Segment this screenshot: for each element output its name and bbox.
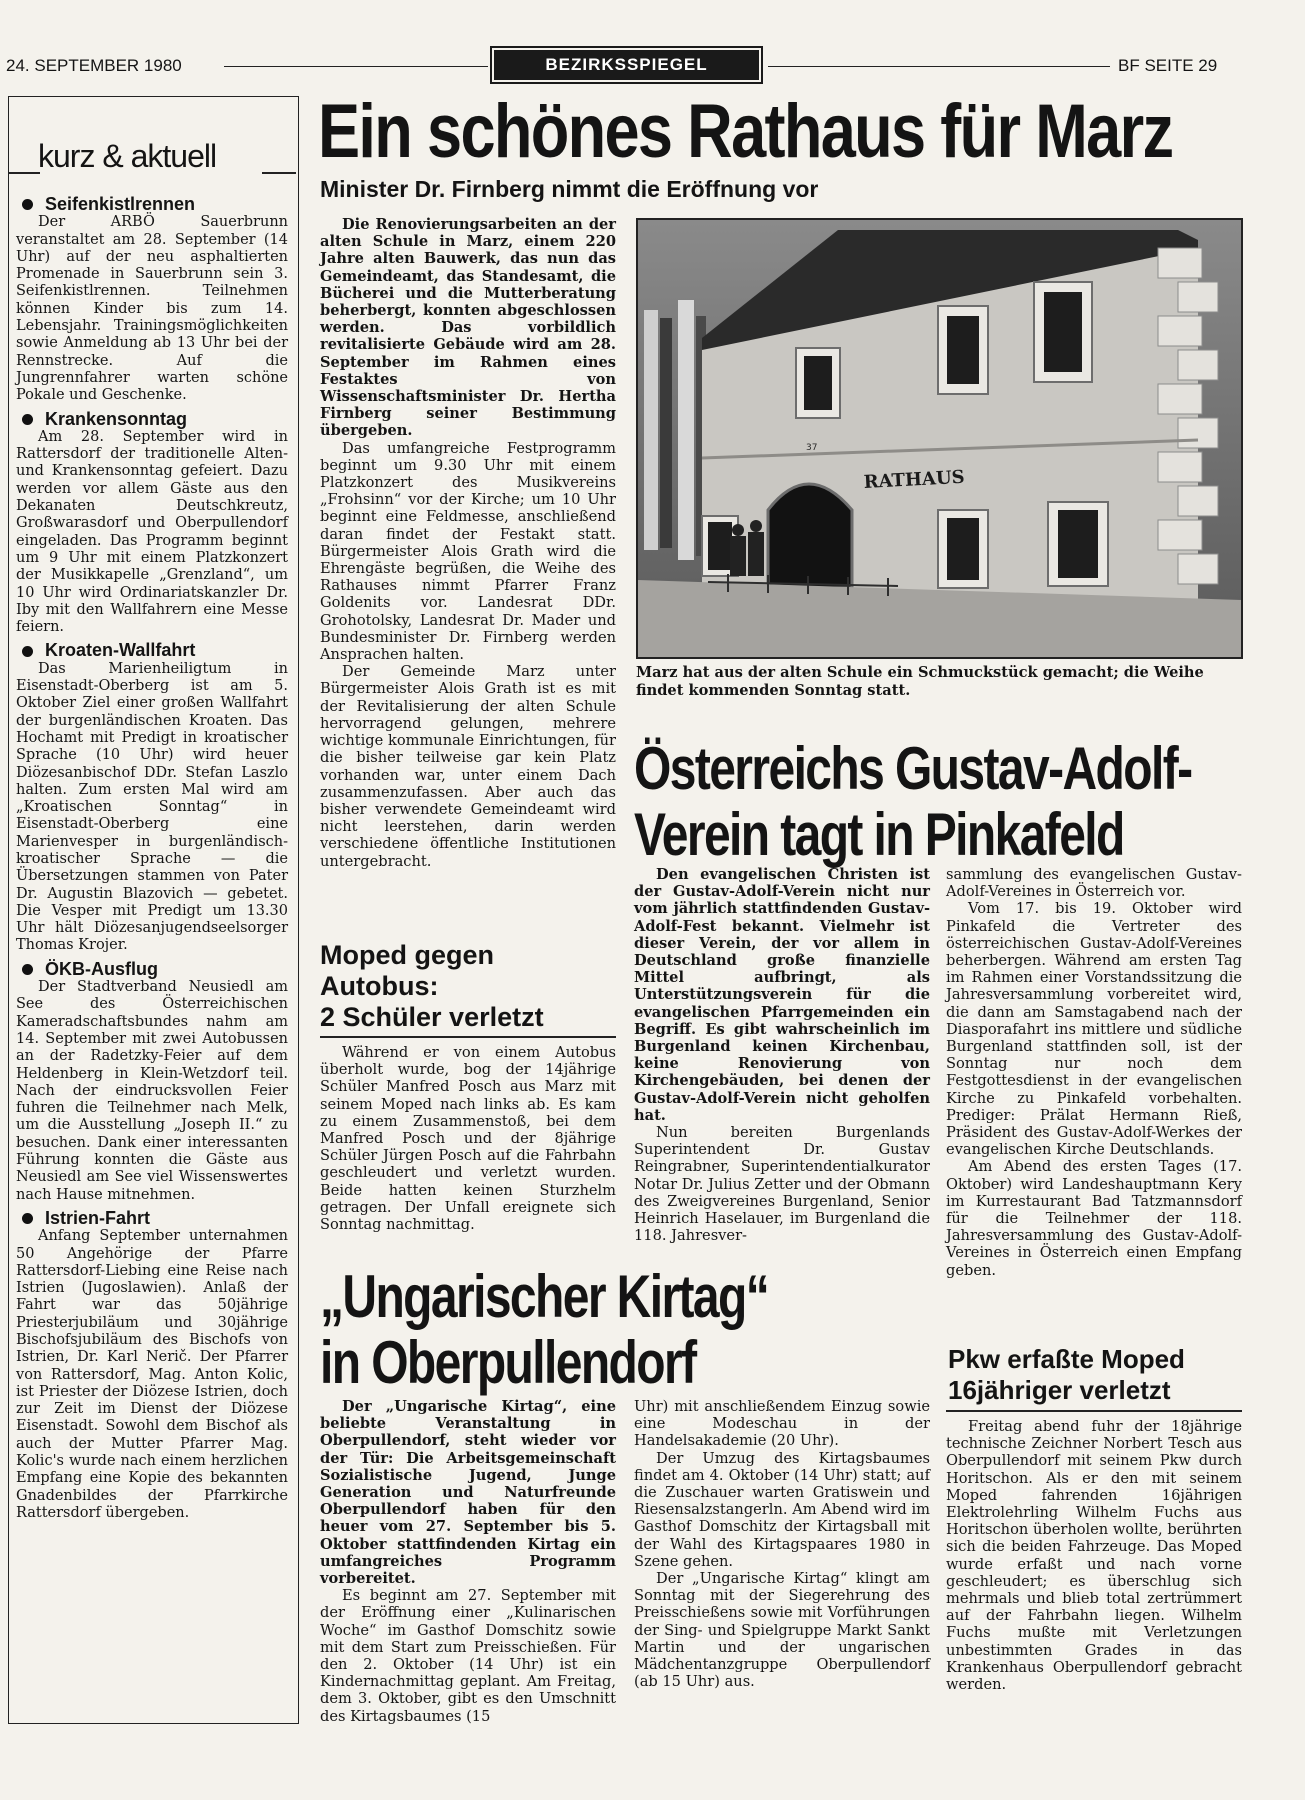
bullet-icon [22, 414, 33, 425]
photo-caption: Marz hat aus der alten Schule ein Schmuckstück gemacht; die Weihe findet kommenden Sonntag statt. [636, 664, 1204, 699]
headline-moped-line: Moped gegen [320, 940, 494, 970]
sidebar-item-heading [16, 196, 288, 213]
sidebar-item-heading [16, 642, 288, 659]
sidebar-item-title: Istrien-Fahrt [45, 1207, 151, 1228]
gustav-adolf-column-2 [946, 866, 1242, 1279]
headline-pkw-line: Pkw erfaßte Moped [948, 1344, 1185, 1374]
sidebar-item-text: Anfang September unternahmen 50 Angehörige der Pfarre Rattersdorf-Liebing eine Reise nach Istrien (Jugoslawien). Anlaß der Fahrt war das 50jährige Priesterjubiläum und 30jährige Bischofsjubiläum des Bischofs von Istrien, Dr. Karl Nerič. Der Pfarrer von Rattersdorf, Mag. Anton Kolic, ist Priester der Diözese Istrien, doch zur Zeit im Dienst der Diözese Eisenstadt. Sowohl dem Bischof als auch der Mutter Pfarrer Mag. Kolic's wurde nach einem herzlichen Empfang eine Kopie des bekannten Gnadenbildes der Pfarrkirche Rattersdorf übergeben. [16, 1228, 288, 1521]
bullet-icon [22, 1213, 33, 1224]
section-badge: BEZIRKSSPIEGEL [494, 50, 759, 80]
page-number: BF SEITE 29 [1118, 56, 1218, 75]
photo-sign-text: RATHAUS [863, 466, 966, 493]
sidebar-item-title: Krankensonntag [45, 408, 188, 429]
gustav-adolf-lead: Den evangelischen Christen ist der Gustav-Adolf-Verein nicht nur vom jährlich stattfindenden Gustav-Adolf-Fest bekannt. Vielmehr ist dieser Verein, der vor allem in Deutschland große finanzielle Mittel aufbringt, als Unterstützungsverein für die evangelischen Pfarrgemeinden ein Begriff. Es gibt wahrscheinlich im Burgenland keinen Kirchenbau, keine Renovierung von Kirchengebäuden, bei denen der Gustav-Adolf-Verein nicht geholfen hat. [634, 866, 930, 1124]
sidebar-item-heading [16, 958, 288, 979]
pkw-moped-paragraph: Freitag abend fuhr der 18jährige technische Zeichner Norbert Tesch aus Oberpullendorf mit seinem Pkw durch Horitschon. Als er den mit seinem Moped fahrenden 16jährigen Elektrolehrling Wilhelm Fuchs aus Horitschon überholen wollte, berührten sich die beiden Fahrzeuge. Das Moped wurde erfaßt und nach vorne geschleudert; es überschlug sich mehrmals und blieb total zertrümmert auf der Fahrbahn liegen. Wilhelm Fuchs mußte mit Verletzungen unbestimmten Grades in das Krankenhaus Oberpullendorf gebracht werden. [946, 1418, 1242, 1694]
moped-autobus-paragraph: Während er von einem Autobus überholt wurde, bog der 14jährige Schüler Manfred Posch aus Marz mit seinem Moped nach links ab. Es kam zu einem Zusammenstoß, bei dem Manfred Posch und der 8jährige Schüler Jürgen Posch auf die Fahrbahn geschleudert und verletzt wurden. Beide hatten keinen Sturzhelm getragen. Der Unfall ereignete sich Sonntag nachmittag. [320, 1044, 616, 1234]
sidebar-title-rule-right [262, 172, 296, 174]
sidebar-item-text: Das Marienheiligtum in Eisenstadt-Oberberg ist am 5. Oktober Ziel einer großen Wallfahrt der burgenländischen Kroaten. Das Hochamt mit Predigt in kroatischer Sprache (10 Uhr) wird heuer Diözesanbischof DDr. Stefan Laszlo halten. Zum ersten Mal wird am „Kroatischen Sonntag“ in Eisenstadt-Oberberg eine Marienvesper in burgenländisch-kroatischer Sprache — die Übersetzungen stammen von Pater Dr. Augustin Blazovich — gebetet. Die Vesper mit Predigt um 13.30 Uhr hält Diözesanjugendseelsorger Thomas Krojer. [16, 660, 288, 954]
kirtag-paragraph: Der Umzug des Kirtagsbaumes findet am 4. Oktober (14 Uhr) statt; auf die Zuschauer warten Gratiswein und Riesensalzstangerln. Am Abend wird im Gasthof Domschitz der Kirtagsball mit der Wahl des Kirtagspaares 1980 in Szene gehen. [634, 1449, 930, 1570]
gustav-adolf-paragraph: Nun bereiten Burgenlands Superintendent Dr. Gustav Reingrabner, Superintendentialkurator Notar Dr. Julius Zetter und der Obmann des Zweigvereines Burgenland, Senior Heinrich Haselauer, im Burgenland die 118. Jahresver- [634, 1124, 930, 1245]
gustav-adolf-paragraph: Vom 17. bis 19. Oktober wird Pinkafeld die Vertreter des österreichischen Gustav-Adolf-Vereines beherbergen. Während am ersten Tag im Rahmen einer Vorstandssitzung die Jahresversammlung vorbereitet wird, die dann am Samstagabend nach der Diasporafahrt ins mittlere und südliche Burgenland stattfinden soll, ist der Sonntag nur noch dem Festgottesdienst in der evangelischen Kirche zu Pinkafeld vorbehalten. Prediger: Prälat Hermann Rieß, Präsident des Gustav-Adolf-Werkes der evangelischen Kirche Deutschlands. [946, 900, 1242, 1159]
headline-pkw-moped [948, 1344, 1185, 1406]
pkw-rule [946, 1410, 1242, 1412]
header-rule-right [768, 66, 1110, 67]
rathaus-photo-illustration [638, 220, 1241, 657]
headline-moped-line: Autobus: [320, 971, 439, 1001]
headline-moped-line: 2 Schüler verletzt [320, 1002, 544, 1032]
sidebar-item-text: Der ARBÖ Sauerbrunn veranstaltet am 28. September (14 Uhr) auf der neu asphaltierten Promenade in Sauerbrunn sein 3. Seifenkistlrennen. Teilnehmen können Kinder bis zum 14. Lebensjahr. Trainingsmöglichkeiten sowie Anmeldung ab 13 Uhr bei der Rennstrecke. Auf die Jungrennfahrer warten schöne Pokale und Geschenke. [16, 214, 288, 404]
headline-kirtag-line2: in Oberpullendorf [320, 1329, 696, 1396]
sidebar-title-rule-left [8, 172, 40, 174]
sidebar-item-heading [16, 408, 288, 429]
photo-house-number: 37 [806, 443, 818, 453]
kirtag-paragraph: Der „Ungarische Kirtag“ klingt am Sonntag mit der Siegerehrung des Preisschießens sowie mit Vorführungen der Sing- und Spielgruppe Markt Sankt Martin und der ungarischen Mädchentanzgruppe Oberpullendorf (ab 15 Uhr) aus. [634, 1570, 930, 1691]
pkw-moped-column [946, 1418, 1242, 1693]
headline-rathaus: Ein schönes Rathaus für Marz [318, 89, 1173, 174]
rathaus-photo [636, 218, 1243, 659]
rathaus-column [320, 216, 616, 870]
sidebar-item-title: ÖKB-Ausflug [45, 958, 158, 979]
header-rule-left [224, 66, 488, 67]
kirtag-column-2 [634, 1398, 930, 1690]
gustav-adolf-paragraph: sammlung des evangelischen Gustav-Adolf-Vereines in Österreich vor. [946, 866, 1242, 901]
rathaus-paragraph: Der Gemeinde Marz unter Bürgermeister Alois Grath ist es mit der Revitalisierung der alten Schule hervorragend gelungen, mehrere wichtige kommunale Einrichtungen, für die bisher teilweise gar kein Platz vorhanden war, unter einem Dach zusammenzufassen. Aber auch das bisher verwendete Gemeindeamt wird nicht leerstehen, darin werden verschiedene öffentliche Institutionen untergebracht. [320, 663, 616, 870]
gustav-adolf-column-1 [634, 866, 930, 1244]
headline-moped-autobus [320, 940, 544, 1033]
sidebar-title: kurz & aktuell [38, 138, 217, 174]
sidebar-item-text: Der Stadtverband Neusiedl am See des Österreichischen Kameradschaftsbundes nahm am 14. September mit zwei Autobussen an der Radetzky-Feier auf dem Heldenberg in Klein-Wetzdorf teil. Nach der eindrucksvollen Feier fuhren die Teilnehmer nach Melk, um die Ausstellung „Joseph II.“ zu besuchen. Dank einer interessanten Führung konnten die Gäste aus Neusiedl am See viel Wissenswertes nach Hause mitnehmen. [16, 979, 288, 1203]
moped-rule [320, 1036, 616, 1038]
sidebar-item-heading [16, 1207, 288, 1228]
rathaus-lead: Die Renovierungsarbeiten an der alten Schule in Marz, einem 220 Jahre alten Bauwerk, das nun das Gemeindeamt, das Standesamt, die Bücherei und die Mutterberatung beherbergt, konnten abgeschlossen werden. Das vorbildlich revitalisierte Gebäude wird am 28. September im Rahmen eines Festaktes von Wissenschaftsminister Dr. Hertha Firnberg seiner Bestimmung übergeben. [320, 216, 616, 440]
kirtag-column-1 [320, 1398, 616, 1725]
subhead-rathaus: Minister Dr. Firnberg nimmt die Eröffnung vor [320, 176, 819, 202]
sidebar-item-title: Seifenkistlrennen [45, 194, 196, 214]
gustav-adolf-paragraph: Am Abend des ersten Tages (17. Oktober) wird Landeshauptmann Kery im Kurrestaurant Bad Tatzmannsdorf für die Teilnehmer der 118. Jahresversammlung des Gustav-Adolf-Vereines in Österreich einen Empfang geben. [946, 1158, 1242, 1279]
sidebar-column [16, 190, 288, 1522]
rathaus-paragraph: Das umfangreiche Festprogramm beginnt um 9.30 Uhr mit einem Platzkonzert des Musikvereins „Frohsinn“ vor der Kirche; um 10 Uhr beginnt eine Feldmesse, anschließend daran findet der Festakt statt. Bürgermeister Alois Grath wird die Ehrengäste begrüßen, die Weihe des Rathauses nimmt Pfarrer Franz Goldenits vor. Landesrat DDr. Grohotolsky, Landesrat Dr. Mader und Bundesminister Dr. Firnberg werden Ansprachen halten. [320, 439, 616, 664]
headline-pkw-line: 16jähriger verletzt [948, 1375, 1171, 1405]
bullet-icon [22, 964, 33, 975]
headline-gustav-adolf-line1: Österreichs Gustav-Adolf- [634, 735, 1192, 802]
kirtag-paragraph: Uhr) mit anschließendem Einzug sowie eine Modeschau in der Handelsakademie (20 Uhr). [634, 1398, 930, 1450]
moped-autobus-column [320, 1044, 616, 1233]
bullet-icon [22, 646, 33, 657]
headline-kirtag-line1: „Ungarischer Kirtag“ [320, 1263, 769, 1330]
bullet-icon [22, 199, 33, 210]
sidebar-item-title: Kroaten-Wallfahrt [45, 640, 196, 661]
kirtag-paragraph: Es beginnt am 27. September mit der Eröffnung einer „Kulinarischen Woche“ im Gasthof Domschitz sowie mit dem Start zum Preisschießen. Für den 2. Oktober (14 Uhr) ist ein Kindernachmittag geplant. Am Freitag, dem 3. Oktober, gibt es den Umschnitt des Kirtagsbaumes (15 [320, 1587, 616, 1725]
issue-date: 24. SEPTEMBER 1980 [6, 56, 182, 75]
sidebar-item-text: Am 28. September wird in Rattersdorf der traditionelle Alten- und Krankensonntag gefeiert. Dazu werden vor allem Gäste aus den Dekanaten Deutschkreutz, Großwarasdorf und Oberpullendorf eingeladen. Das Programm beginnt um 9 Uhr mit einem Platzkonzert der Musikkapelle „Grenzland“, um 10 Uhr wird Ordinariatskanzler Dr. Iby mit den Wallfahrern eine Messe feiern. [16, 428, 288, 636]
kirtag-lead: Der „Ungarische Kirtag“, eine beliebte Veranstaltung in Oberpullendorf, steht wieder vor der Tür: Die Arbeitsgemeinschaft Sozialistische Jugend, Junge Generation und Naturfreunde Oberpullendorf haben für den heuer vom 27. September bis 5. Oktober stattfindenden Kirtag ein umfangreiches Programm vorbereitet. [320, 1398, 616, 1588]
headline-gustav-adolf-line2: Verein tagt in Pinkafeld [634, 801, 1124, 868]
